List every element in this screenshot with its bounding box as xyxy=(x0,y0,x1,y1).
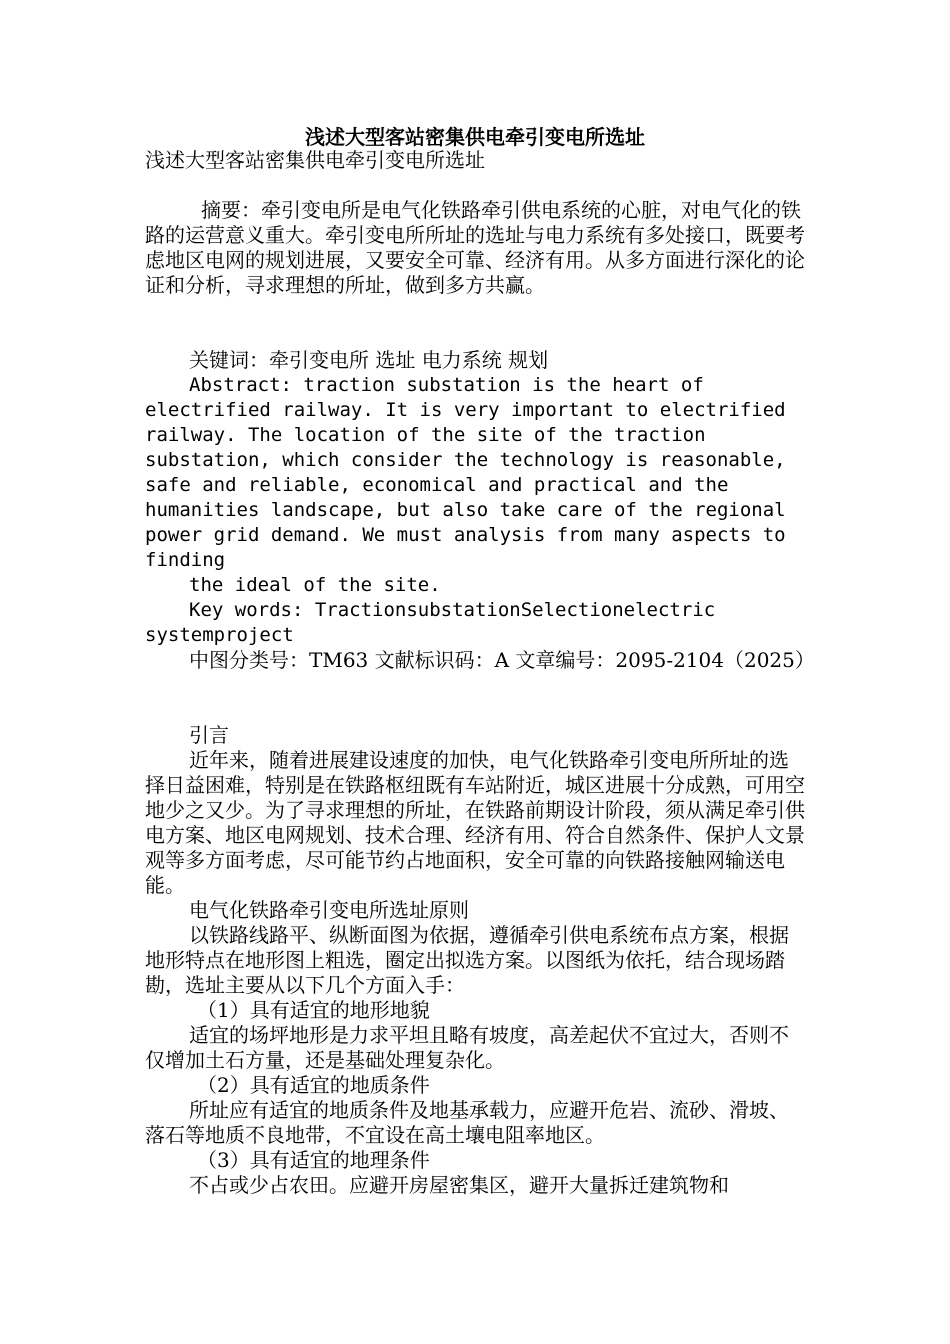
spacer xyxy=(145,173,805,198)
principles-heading: 电气化铁路牵引变电所选址原则 xyxy=(189,898,469,922)
spacer xyxy=(145,298,805,348)
keywords-cn: 关键词：牵引变电所 选址 电力系统 规划 xyxy=(189,348,549,372)
document-title: 浅述大型客站密集供电牵引变电所选址 xyxy=(305,125,645,149)
intro-heading: 引言 xyxy=(189,723,229,747)
item3-paragraph: 不占或少占农田。应避开房屋密集区，避开大量拆迁建筑物和 xyxy=(189,1173,729,1197)
principles-paragraph: 以铁路线路平、纵断面图为依据，遵循牵引供电系统布点方案，根据地形特点在地形图上粗选，圈定出拟选方案。以图纸为依托，结合现场踏勘，选址主要从以下几个方面入手： xyxy=(145,923,789,997)
abstract-cn: 摘要：牵引变电所是电气化铁路牵引供电系统的心脏，对电气化的铁路的运营意义重大。牵引变电所所址的选址与电力系统有多处接口，既要考虑地区电网的规划进展，又要安全可靠、经济有用。从多方面进行深化的论证和分析，寻求理想的所址，做到多方共赢。 xyxy=(145,198,805,297)
item1-paragraph: 适宜的场坪地形是力求平坦且略有坡度，高差起伏不宜过大，否则不仅增加土石方量，还是基础处理复杂化。 xyxy=(145,1023,789,1072)
classification-line: 中图分类号：TM63 文献标识码：A 文章编号：2095-2104（2025） xyxy=(189,648,815,672)
item1-heading: （1）具有适宜的地形地貌 xyxy=(197,998,430,1022)
document-subtitle: 浅述大型客站密集供电牵引变电所选址 xyxy=(145,148,485,172)
abstract-en-tail: the ideal of the site. xyxy=(189,574,441,596)
item3-heading: （3）具有适宜的地理条件 xyxy=(197,1148,430,1172)
abstract-en: Abstract: traction substation is the heart of electrified railway. It is very important to electrified railway. The location of the site of the traction substation, which consider the technology is reasonable, safe and reliable, economical and practical and the humanities landscape, but also take care of the regional power grid demand. We must analysis from many aspects to finding xyxy=(145,374,786,571)
document-body xyxy=(145,148,815,1198)
item2-paragraph: 所址应有适宜的地质条件及地基承载力，应避开危岩、流砂、滑坡、落石等地质不良地带，不宜设在高土壤电阻率地区。 xyxy=(145,1098,789,1147)
intro-paragraph: 近年来，随着进展建设速度的加快，电气化铁路牵引变电所所址的选择日益困难，特别是在铁路枢纽既有车站附近，城区进展十分成熟，可用空地少之又少。为了寻求理想的所址，在铁路前期设计阶段，须从满足牵引供电方案、地区电网规划、技术合理、经济有用、符合自然条件、保护人文景观等多方面考虑，尽可能节约占地面积，安全可靠的向铁路接触网输送电能。 xyxy=(145,748,805,897)
keywords-en: Key words: TractionsubstationSelectionelectric systemproject xyxy=(145,599,716,646)
item2-heading: （2）具有适宜的地质条件 xyxy=(197,1073,430,1097)
spacer xyxy=(145,673,805,723)
